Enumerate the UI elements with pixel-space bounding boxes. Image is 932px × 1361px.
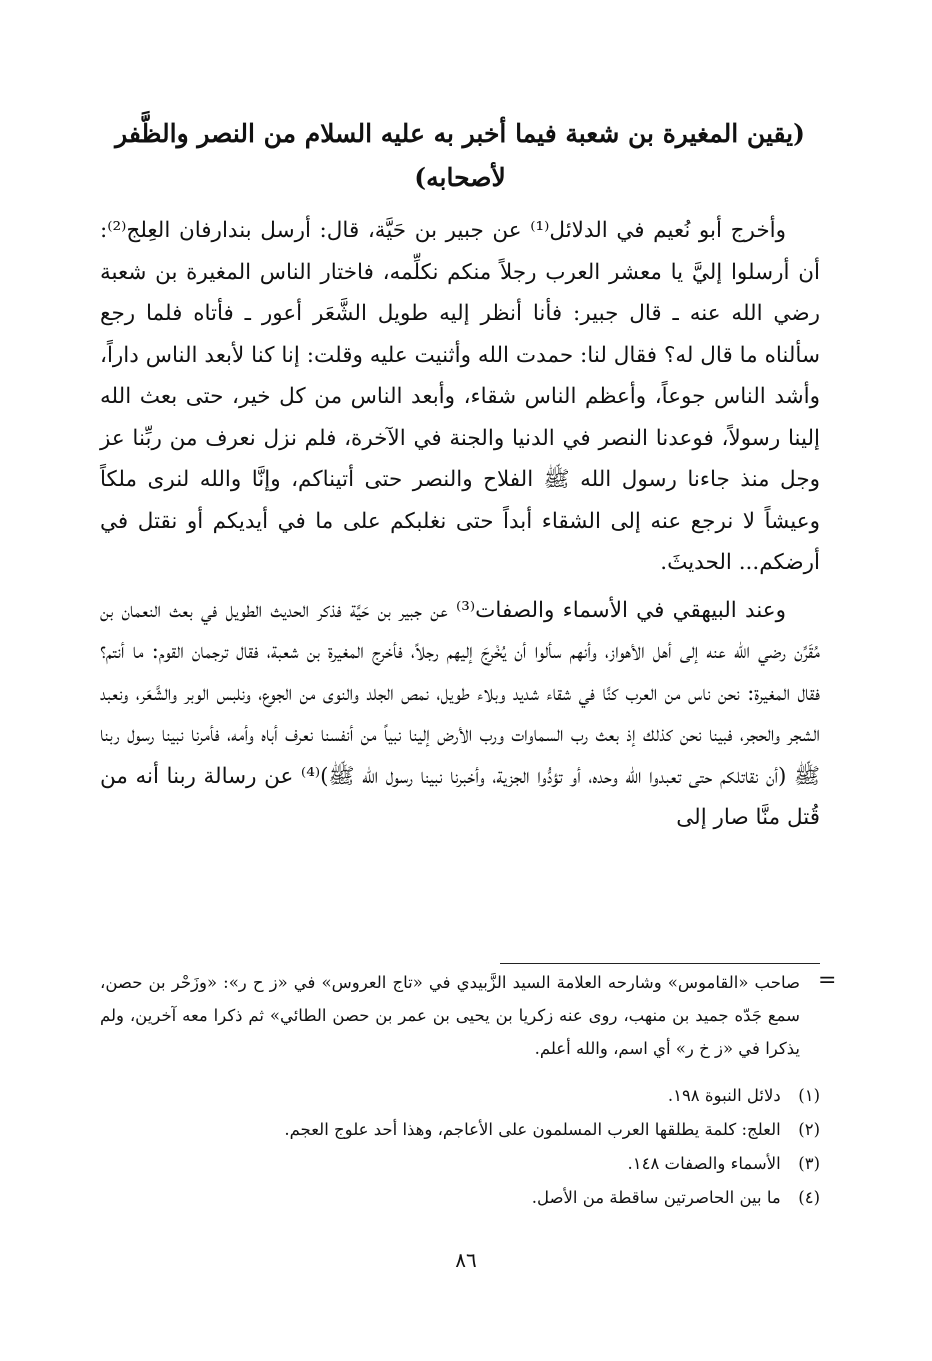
paragraph-1: وأخرج أبو نُعيم في الدلائل⁽¹⁾ عن جبير بن حَيَّة، قال: أرسل بندارفان العِلج⁽²⁾: أن أرسلوا إليَّ يا معشر العرب رجلاً منكم نكلِّمه، فاختار الناس المغيرة بن شعبة رضي الله عنه ـ قال جبير: فأنا أنظر إليه طويل الشَّعَر أعور ـ فأتاه فلما رجع سألناه ما قال له؟ فقال لنا: حمدت الله وأثنيت عليه وقلت: إنا كنا لأبعد الناس داراً، وأشد الناس جوعاً، وأعظم الناس شقاء، وأبعد الناس من كل خير، حتى بعث الله إلينا رسولاً، فوعدنا النصر في الدنيا والجنة في الآخرة، فلم نزل نعرف من ربِّنا عز وجل منذ جاءنا رسول الله ﷺ الفلاح والنصر حتى أتيناكم، وإنَّا والله لنرى ملكاً وعيشاً لا نرجع عنه إلى الشقاء أبداً حتى نغلبكم على ما في أيديكم أو نقتل في أرضكم... الحديثَ. xyxy=(100,218,820,575)
page-number: ٨٦ xyxy=(455,1248,477,1272)
footnote-item xyxy=(100,1079,820,1113)
footnotes-list xyxy=(100,1079,820,1215)
footnote-continuation-marker: = xyxy=(818,968,837,993)
footnote-number: (٤) xyxy=(798,1188,820,1207)
footnote-item xyxy=(100,1147,820,1181)
footnote-text: ما بين الحاصرتين ساقطة من الأصل. xyxy=(531,1188,781,1207)
footnote-number: (٢) xyxy=(798,1120,820,1139)
footnote-item xyxy=(100,1181,820,1215)
footnote-text: العلج: كلمة يطلقها العرب المسلمون على الأعاجم، وهذا أحد علوج العجم. xyxy=(284,1120,781,1139)
paragraph-2: وعند البيهقي في الأسماء والصفات⁽³⁾ عن جبير بن حَيَّة فذكر الحديث الطويل في بعث النعمان بن مُقَرِّن رضي الله عنه إلى أهل الأهواز، وأنهم سألوا أن يُخْرِجَ إليهم رجلاً، فأخرج المغيرة بن شعبة، فقال ترجمان القوم: ما أنتم؟ فقال المغيرة: نحن ناس من العرب كنَّا في شقاء شديد وبلاء طويل، نمص الجلد والنوى من الجوع، ونلبس الوبر والشَّعَر، ونعبد الشجر والحجر، فبينا نحن كذلك إذ بعث رب السماوات ورب الأرض إلينا نبياً من أنفسنا نعرف أباه وأمه، فأمرنا نبينا رسول ربنا ﷺ (أن نقاتلكم حتى تعبدوا الله وحده، أو تؤدُّوا الجزية، وأخبرنا نبينا رسول الله ﷺ)⁽⁴⁾ عن رسالة ربنا أنه من قُتل منَّا صار إلى xyxy=(100,597,820,830)
footnote-text: الأسماء والصفات ١٤٨. xyxy=(627,1154,781,1173)
footnote-number: (١) xyxy=(798,1086,820,1105)
main-text xyxy=(100,210,820,839)
footnote-text: دلائل النبوة ١٩٨. xyxy=(667,1086,781,1105)
footnote-number: (٣) xyxy=(798,1154,820,1173)
footnote-continuation: صاحب «القاموس» وشارحه العلامة السيد الزَّبيدي في «تاج العروس» في «ز ح ر»: «وزَحْر بن حصن، سمع جَدّه جميد بن منهب، روى عنه زكريا بن يحيى بن عمر بن حصن الطائي» ثم ذكرا معه آخرين، ولم يذكرا في «ز خ ر» أي اسم، والله أعلم. xyxy=(100,973,800,1058)
footnote-separator xyxy=(500,963,820,964)
section-title: (يقين المغيرة بن شعبة فيما أخبر به عليه السلام من النصر والظَّفر لأصحابه) xyxy=(115,119,805,192)
footnote-item xyxy=(100,1113,820,1147)
